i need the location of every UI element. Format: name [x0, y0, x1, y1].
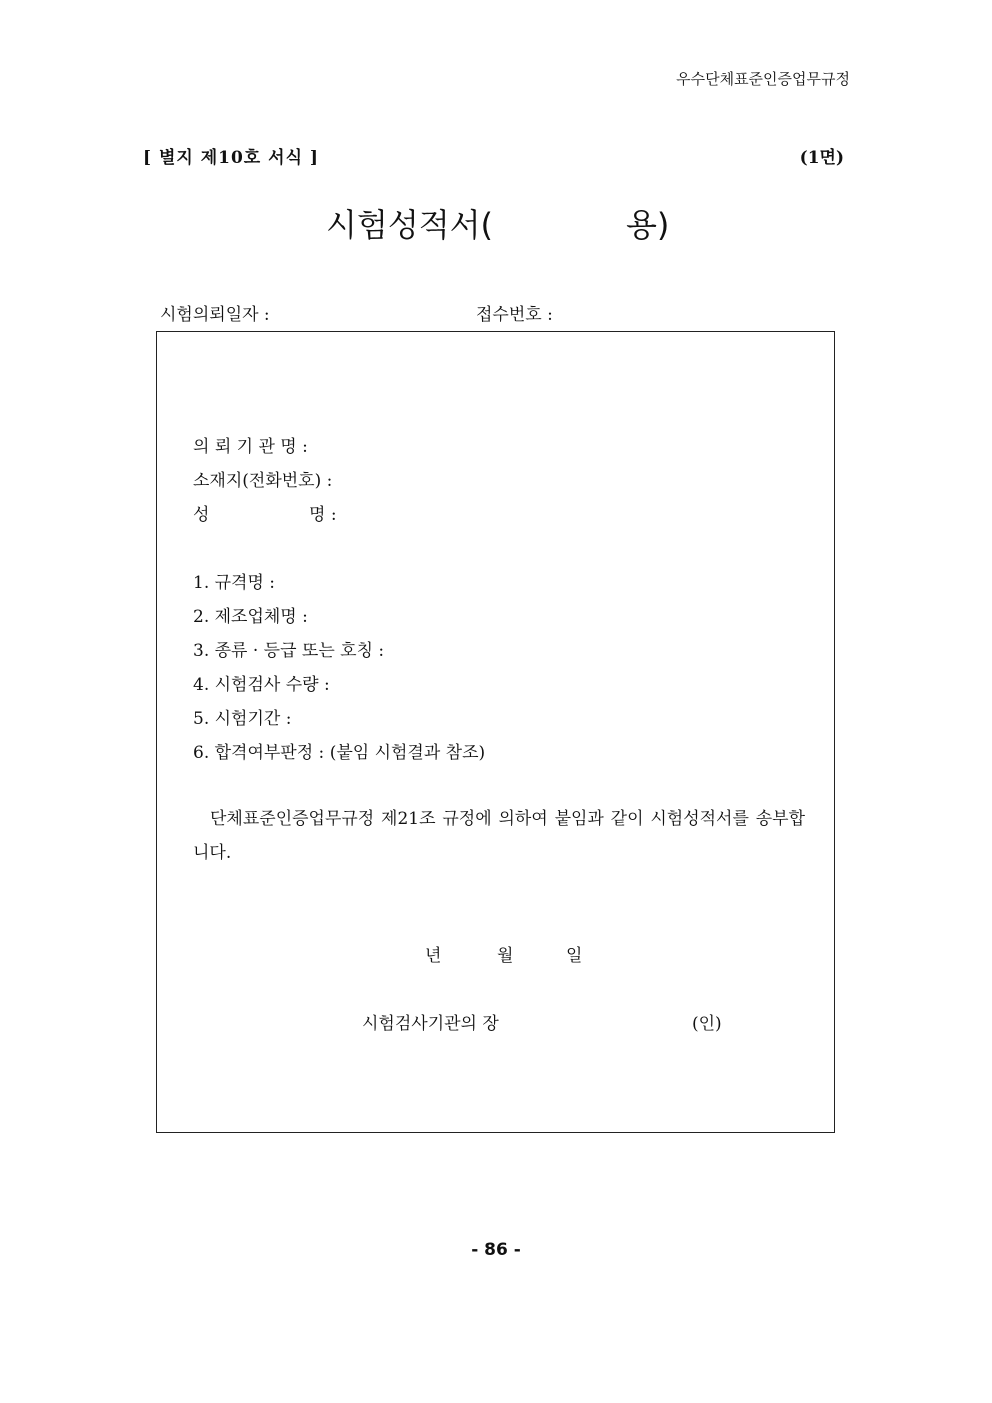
org-name-field: 의 뢰 기 관 명 : — [193, 437, 308, 457]
form-label: [ 별지 제10호 서식 ] — [143, 148, 319, 168]
item-type-grade: 3. 종류 · 등급 또는 호칭 : — [193, 641, 385, 661]
date-day: 일 — [566, 946, 583, 966]
item-standard-name: 1. 규격명 : — [193, 573, 276, 593]
signature-label: 시험검사기관의 장 — [362, 1014, 499, 1034]
receipt-number-label: 접수번호 : — [476, 305, 553, 325]
date-year: 년 — [425, 946, 442, 966]
item-test-quantity: 4. 시험검사 수량 : — [193, 675, 330, 695]
item-pass-judgement: 6. 합격여부판정 : (붙임 시험결과 참조) — [193, 743, 486, 763]
form-box — [156, 331, 835, 1133]
seal-mark: (인) — [692, 1014, 722, 1034]
item-manufacturer: 2. 제조업체명 : — [193, 607, 308, 627]
statement-paragraph: 단체표준인증업무규정 제21조 규정에 의하여 붙임과 같이 시험성적서를 송부합니다. — [193, 809, 805, 863]
name-label-last: 명 : — [309, 505, 337, 525]
date-month: 월 — [497, 946, 514, 966]
location-field: 소재지(전화번호) : — [193, 471, 333, 491]
document-title-end: 용) — [626, 206, 670, 244]
name-label-first: 성 — [193, 505, 210, 525]
running-header: 우수단체표준인증업무규정 — [676, 70, 850, 88]
page-number: - 86 - — [471, 1240, 521, 1260]
request-date-label: 시험의뢰일자 : — [160, 305, 270, 325]
item-test-period: 5. 시험기간 : — [193, 709, 292, 729]
page-side-label: (1면) — [799, 148, 844, 168]
document-title: 시험성적서( — [326, 206, 494, 244]
